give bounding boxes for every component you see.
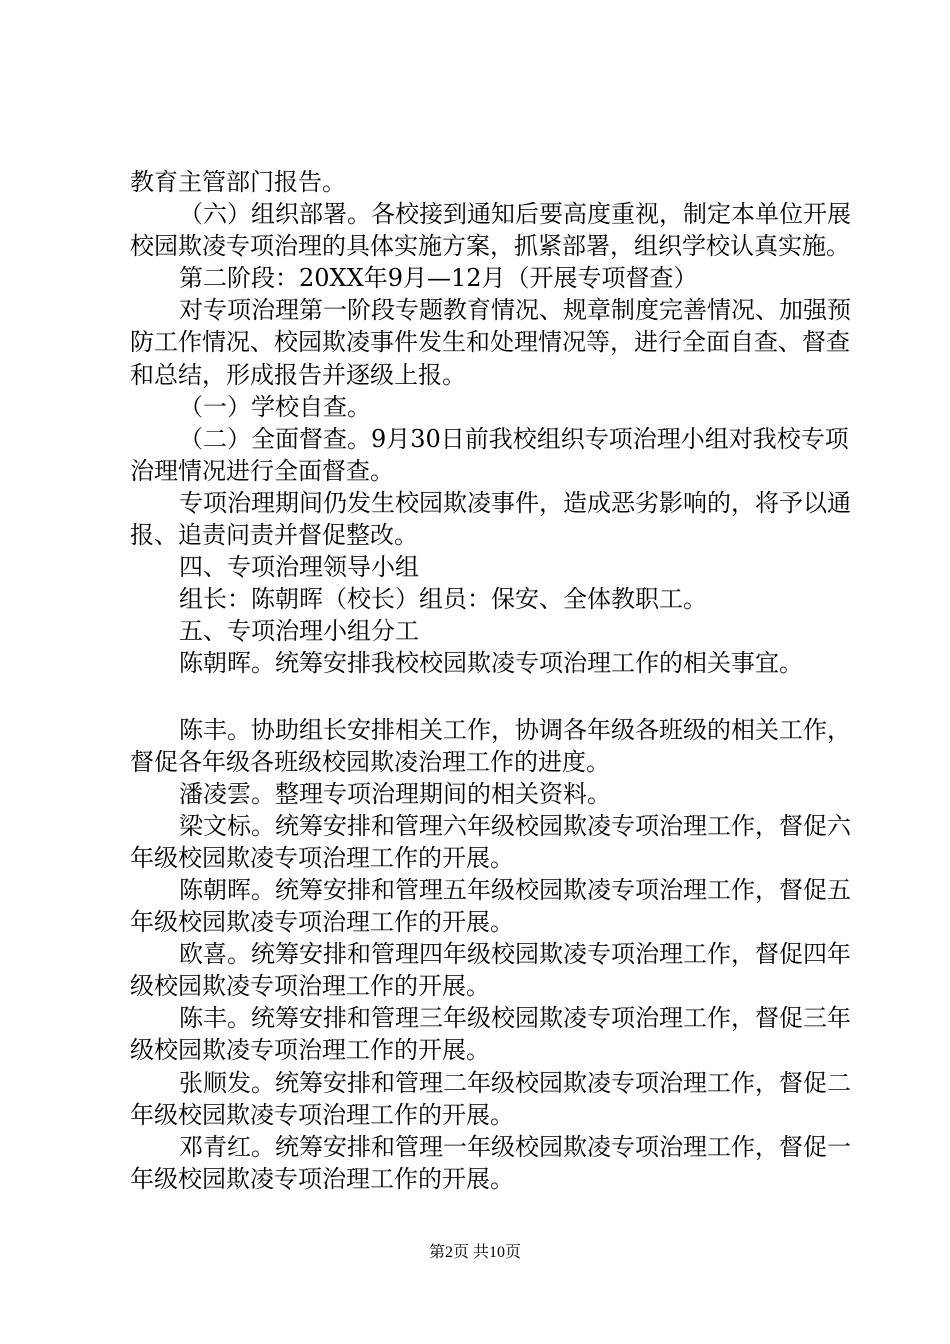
paragraph-10: 潘凌雲。整理专项治理期间的相关资料。 (179, 779, 611, 808)
paragraph-11: 梁文标。统筹安排和管理六年级校园欺凌专项治理工作，督促六年级校园欺凌专项治理工作的开展。 (130, 811, 851, 872)
paragraph-8: 陈朝晖。统筹安排我校校园欺凌专项治理工作的相关事宜。 (179, 649, 803, 678)
section-heading-division: 五、专项治理小组分工 (179, 617, 419, 646)
paragraph-14: 陈丰。统筹安排和管理三年级校园欺凌专项治理工作，督促三年级校园欺凌专项治理工作的开展。 (130, 1004, 851, 1065)
paragraph-gap (130, 680, 860, 714)
paragraph-2: （六）组织部署。各校接到通知后要高度重视，制定本单位开展校园欺凌专项治理的具体实施方案，抓紧部署，组织学校认真实施。 (130, 200, 851, 261)
paragraph-12: 陈朝晖。统筹安排和管理五年级校园欺凌专项治理工作，督促五年级校园欺凌专项治理工作的开展。 (130, 875, 851, 937)
paragraph-7: 组长：陈朝晖（校长）组员：保安、全体教职工。 (179, 585, 707, 614)
paragraph-13: 欧喜。统筹安排和管理四年级校园欺凌专项治理工作，督促四年级校园欺凌专项治理工作的开展。 (130, 940, 851, 1001)
paragraph-16: 邓青红。统筹安排和管理一年级校园欺凌专项治理工作，督促一年级校园欺凌专项治理工作的开展。 (130, 1132, 851, 1193)
section-heading-leadership: 四、专项治理领导小组 (179, 553, 419, 582)
paragraph-15: 张顺发。统筹安排和管理二年级校园欺凌专项治理工作，督促二年级校园欺凌专项治理工作的开展。 (130, 1068, 851, 1129)
document-body (130, 166, 860, 1195)
page-number-footer: 第2页 共10页 (428, 1244, 521, 1261)
paragraph-9: 陈丰。协助组长安排相关工作，协调各年级各班级的相关工作，督促各年级各班级校园欺凌治理工作的进度。 (130, 715, 851, 776)
section-heading-stage-two: 第二阶段：20XX年9月—12月（开展专项督查） (179, 264, 698, 293)
paragraph-3: 对专项治理第一阶段专题教育情况、规章制度完善情况、加强预防工作情况、校园欺凌事件发生和处理情况等，进行全面自查、督查和总结，形成报告并逐级上报。 (130, 296, 851, 389)
paragraph-5: （二）全面督查。9月30日前我校组织专项治理小组对我校专项治理情况进行全面督查。 (130, 424, 849, 485)
paragraph-1: 教育主管部门报告。 (130, 168, 346, 196)
paragraph-6: 专项治理期间仍发生校园欺凌事件，造成恶劣影响的，将予以通报、追责问责并督促整改。 (130, 488, 851, 550)
paragraph-4: （一）学校自查。 (179, 392, 371, 421)
